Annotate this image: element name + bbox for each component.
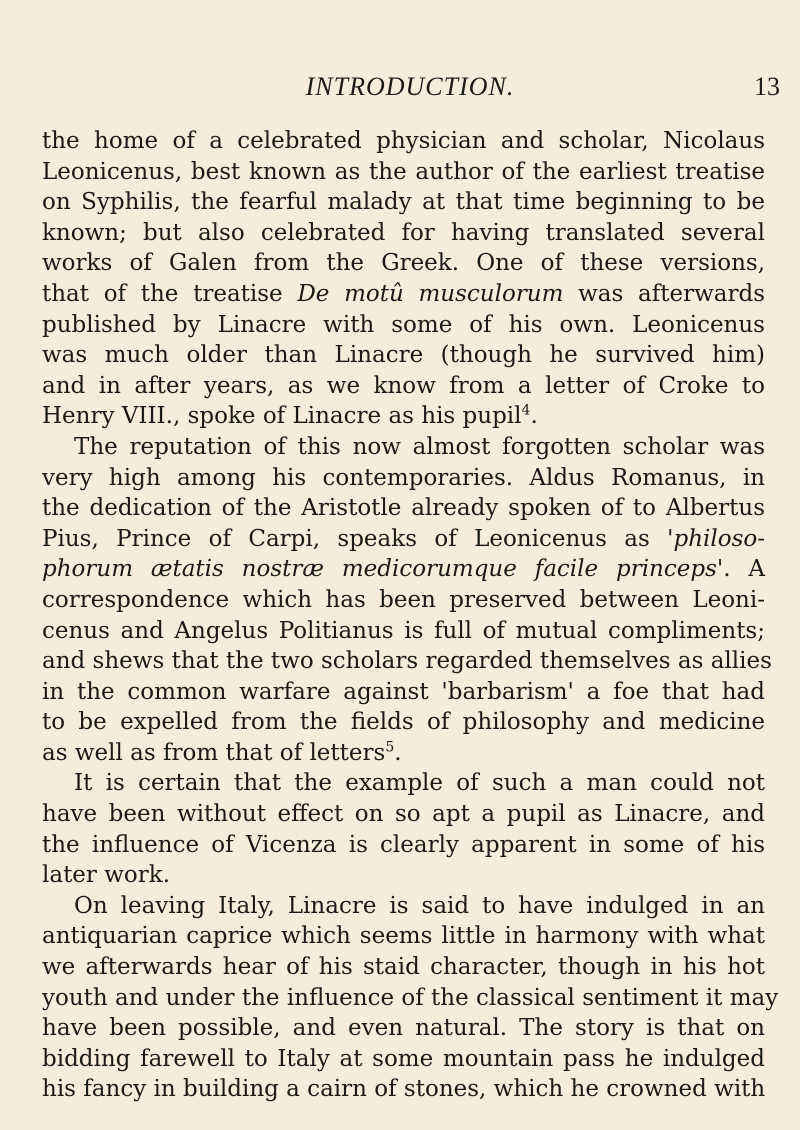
footnote-ref: 4: [521, 402, 531, 419]
text-span: .: [394, 739, 402, 766]
text-span: Pius, Prince of Carpi, speaks of Leonicenus as ': [42, 525, 674, 552]
italic-text: De motû musculorum: [297, 280, 564, 307]
text-span: that of the treatise: [42, 280, 298, 307]
text-line: was much older than Linacre (though he survived him): [42, 342, 765, 369]
text-line: in the common warfare against 'barbarism' a foe that had: [42, 678, 765, 705]
running-head: INTRODUCTION.: [305, 72, 515, 101]
text-line: have been without effect on so apt a pupil as Linacre, and: [42, 801, 765, 828]
text-line: [42, 524, 765, 555]
text-line: [42, 738, 765, 769]
page-header: [40, 72, 780, 112]
text-span: Henry VIII., spoke of Linacre as his pupil: [42, 403, 522, 430]
text-line: On leaving Italy, Linacre is said to have indulged in an: [74, 892, 765, 919]
text-line: we afterwards hear of his staid character, though in his hot: [42, 954, 765, 981]
text-span: as well as from that of letters: [42, 739, 386, 766]
text-line: on Syphilis, the fearful malady at that time beginning to be: [42, 189, 765, 216]
text-line: known; but also celebrated for having translated several: [42, 219, 765, 246]
text-line: and in after years, as we know from a letter of Croke to: [42, 372, 765, 399]
text-line: published by Linacre with some of his own. Leonicenus: [42, 311, 765, 338]
text-line: Leonicenus, best known as the author of the earliest treatise: [42, 158, 765, 185]
italic-text: philoso-: [673, 525, 765, 552]
text-line: have been possible, and even natural. The story is that on: [42, 1015, 765, 1042]
text-span: '. A: [716, 556, 765, 583]
text-line: The reputation of this now almost forgotten scholar was: [74, 433, 765, 460]
footnote-ref: 5: [385, 739, 395, 756]
text-line: It is certain that the example of such a man could not: [74, 770, 765, 797]
text-span: was afterwards: [563, 280, 766, 307]
text-line: correspondence which has been preserved between Leoni-: [42, 586, 765, 613]
text-line: the influence of Vicenza is clearly apparent in some of his: [42, 831, 765, 858]
text-line: later work.: [42, 862, 171, 889]
text-line: to be expelled from the fields of philosophy and medicine: [42, 709, 765, 736]
text-line: cenus and Angelus Politianus is full of mutual compliments;: [42, 617, 765, 644]
text-line: his fancy in building a cairn of stones, which he crowned with: [42, 1076, 766, 1103]
text-line: works of Galen from the Greek. One of these versions,: [42, 250, 765, 277]
text-line: [42, 279, 765, 310]
text-line: bidding farewell to Italy at some mountain pass he indulged: [42, 1045, 765, 1072]
page-number: 13: [754, 72, 780, 101]
body-text: [42, 126, 779, 1105]
text-line: antiquarian caprice which seems little in harmony with what: [42, 923, 765, 950]
text-line: [42, 401, 765, 432]
text-line: [42, 554, 765, 585]
italic-text: phorum ætatis nostræ medicorumque facile princeps: [42, 556, 717, 583]
text-line: and shews that the two scholars regarded themselves as allies: [42, 648, 772, 675]
text-line: the dedication of the Aristotle already spoken of to Albertus: [42, 495, 765, 522]
text-line: the home of a celebrated physician and scholar, Nicolaus: [42, 128, 765, 154]
text-line: youth and under the influence of the classical sentiment it may: [42, 984, 779, 1011]
text-span: .: [530, 403, 538, 430]
text-line: very high among his contemporaries. Aldus Romanus, in: [42, 464, 765, 491]
